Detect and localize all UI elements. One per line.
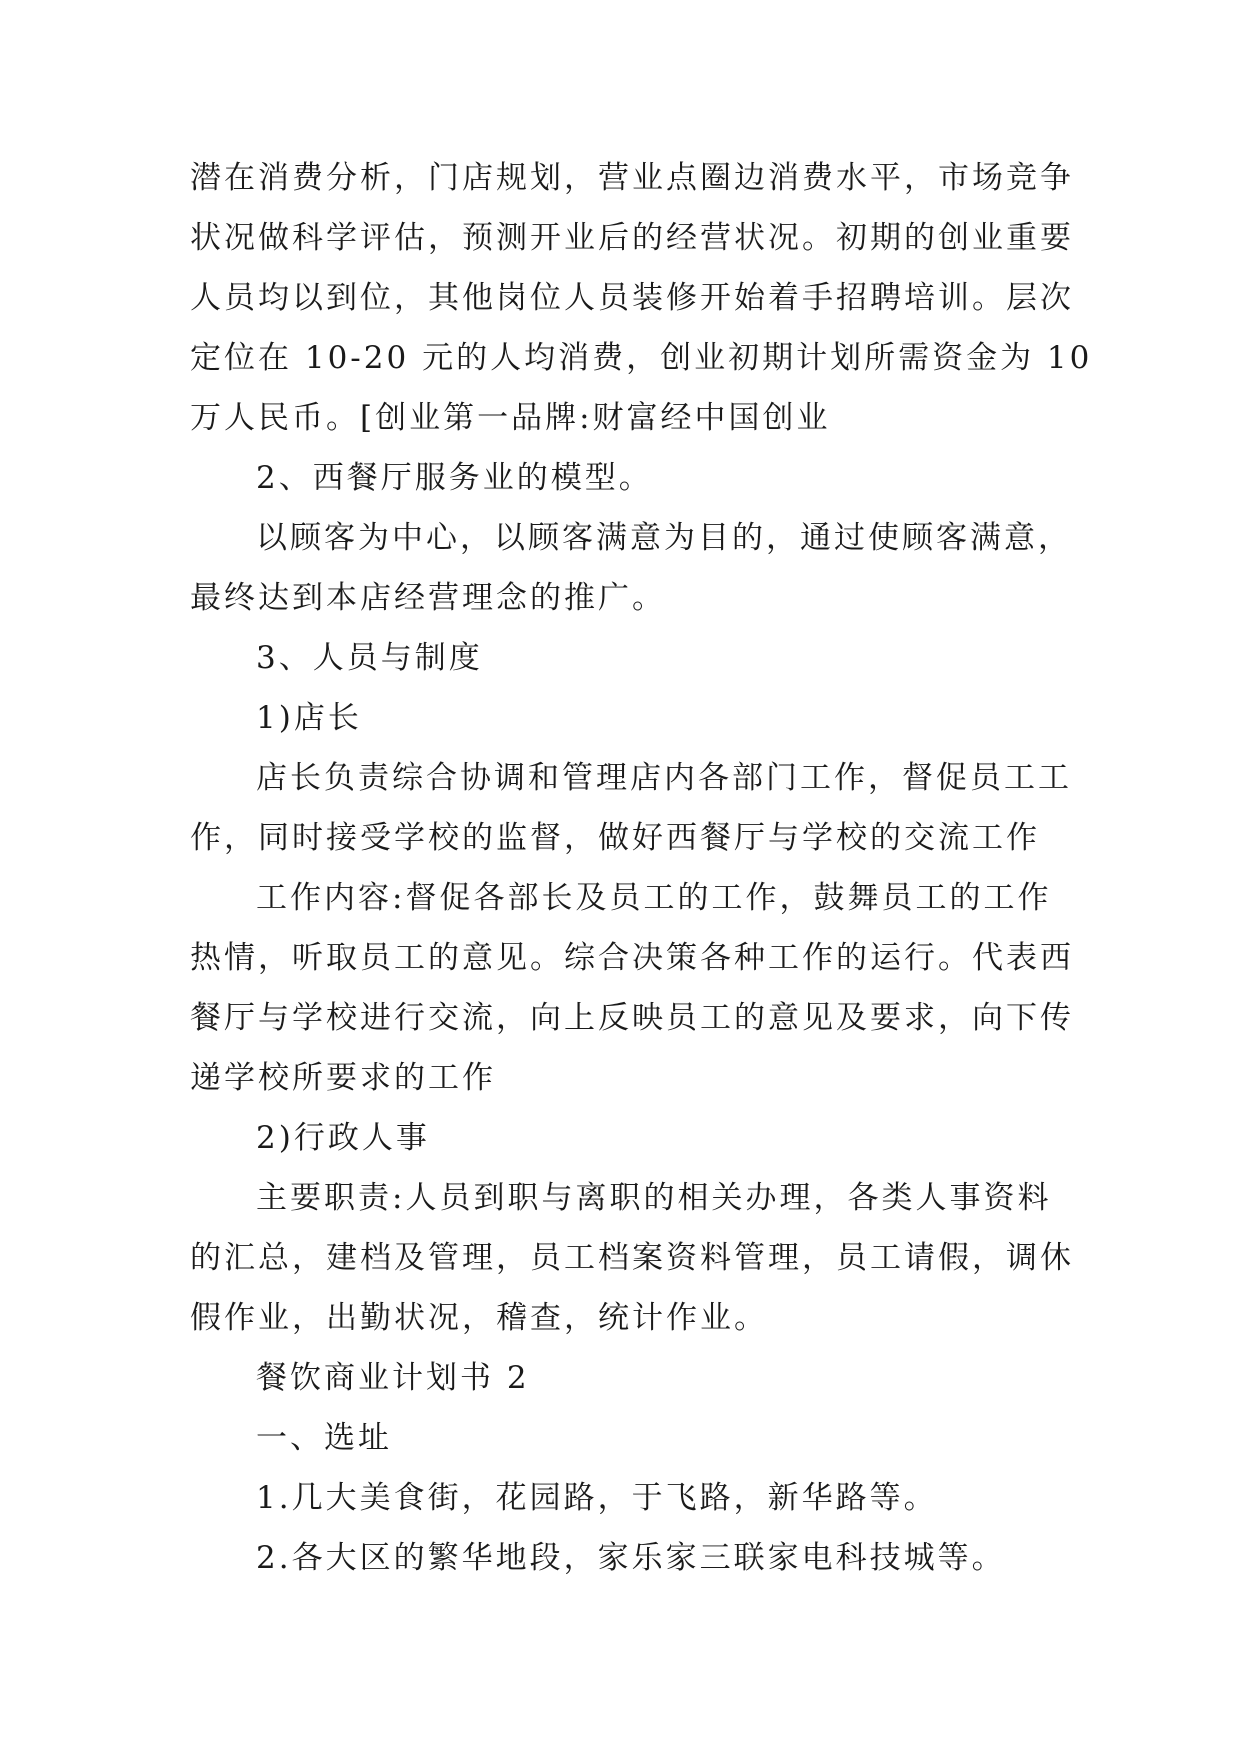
paragraph-line: 餐厅与学校进行交流，向上反映员工的意见及要求，向下传 [190,1000,1074,1036]
paragraph-line: 工作内容:督促各部长及员工的工作，鼓舞员工的工作 [256,880,1052,916]
paragraph-line: 主要职责:人员到职与离职的相关办理，各类人事资料 [256,1180,1052,1216]
section-heading: 一、选址 [256,1420,392,1456]
paragraph-line: 潜在消费分析，门店规划，营业点圈边消费水平，市场竞争 [190,160,1074,196]
paragraph-line: 状况做科学评估，预测开业后的经营状况。初期的创业重要 [190,220,1074,256]
list-item: 2.各大区的繁华地段，家乐家三联家电科技城等。 [256,1540,1006,1576]
paragraph-line: 以顾客为中心，以顾客满意为目的，通过使顾客满意， [256,520,1072,556]
section-heading: 3、人员与制度 [256,640,483,676]
section-heading: 2、西餐厅服务业的模型。 [256,460,653,496]
paragraph-line: 最终达到本店经营理念的推广。 [190,580,666,616]
subsection-heading: 1)店长 [256,700,362,736]
paragraph-line: 定位在 10-20 元的人均消费，创业初期计划所需资金为 10 [190,340,1093,376]
paragraph-line: 递学校所要求的工作 [190,1060,496,1096]
document-title: 餐饮商业计划书 2 [256,1360,530,1396]
paragraph-line: 热情，听取员工的意见。综合决策各种工作的运行。代表西 [190,940,1074,976]
list-item: 1.几大美食街，花园路，于飞路，新华路等。 [256,1480,938,1516]
paragraph-line: 作，同时接受学校的监督，做好西餐厅与学校的交流工作 [190,820,1040,856]
paragraph-line: 人员均以到位，其他岗位人员装修开始着手招聘培训。层次 [190,280,1074,316]
paragraph-line: 的汇总，建档及管理，员工档案资料管理，员工请假，调休 [190,1240,1074,1276]
paragraph-line: 假作业，出勤状况，稽查，统计作业。 [190,1300,768,1336]
paragraph-line: 万人民币。[创业第一品牌:财富经中国创业 [190,400,831,436]
subsection-heading: 2)行政人事 [256,1120,430,1156]
paragraph-line: 店长负责综合协调和管理店内各部门工作，督促员工工 [256,760,1072,796]
